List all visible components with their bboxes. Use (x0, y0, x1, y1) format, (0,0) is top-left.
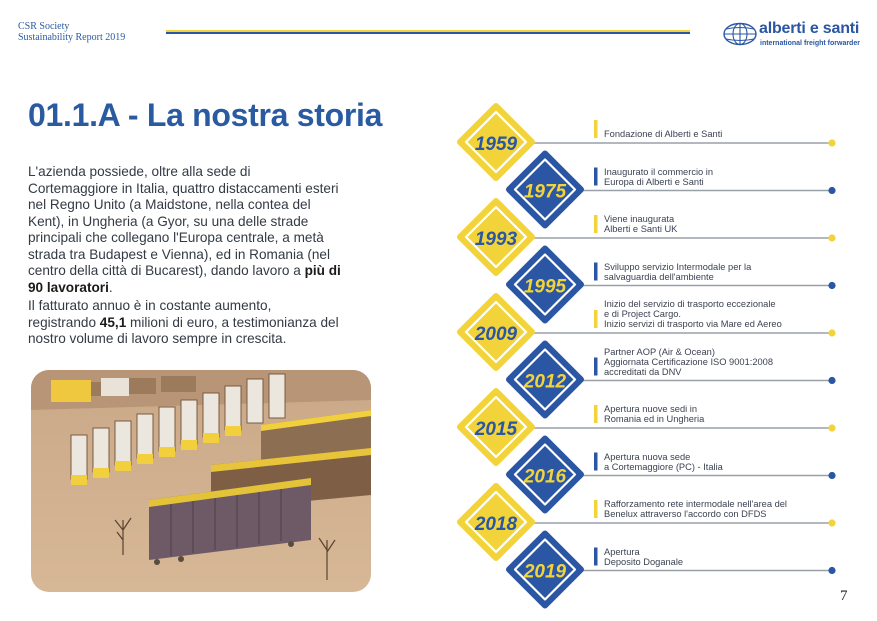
revenue-highlight: 45,1 (99, 314, 127, 330)
event-marker (594, 120, 598, 138)
event-description (604, 214, 677, 234)
event-description (604, 129, 722, 139)
year-label: 1959 (474, 134, 518, 155)
year-label: 1995 (523, 276, 567, 298)
event-line: e di Project Cargo. (604, 309, 681, 319)
intro-text: L'azienda possiede, oltre alla sede di Cortemaggiore in Italia, quattro distaccamenti esteri nel Regno Unito (a Maidstone, nella contea del Kent), in Ungheria (a Gyor, su una delle strade principali che collegano l'Europa centrale, a metà strada tra Budapest e Vienna), ed in Romania (nel centro della città di Bucarest), dando lavoro a (28, 164, 339, 278)
event-description (604, 452, 723, 472)
event-line: Inizio servizi di trasporto via Mare ed Aereo (604, 319, 782, 329)
event-line: Inizio del servizio di trasporto eccezionale (604, 299, 776, 309)
event-line: Alberti e Santi UK (604, 224, 678, 234)
event-line: a Cortemaggiore (PC) - Italia (604, 461, 723, 472)
event-line: Europa di Alberti e Santi (604, 176, 704, 187)
event-line: Sviluppo servizio Intermodale per la (604, 261, 752, 272)
event-description (604, 547, 683, 567)
year-label: 2016 (523, 466, 567, 488)
event-marker (594, 453, 598, 471)
event-marker (594, 500, 598, 518)
event-marker (594, 548, 598, 566)
page-title: 01.1.A - La nostra storia (28, 97, 383, 133)
event-description (604, 347, 773, 377)
logo-name: alberti e santi (759, 20, 860, 37)
event-line: Benelux attraverso l'accordo con DFDS (604, 509, 767, 519)
event-marker (594, 310, 598, 328)
revenue-text-after: milioni di euro, a testimonianza del nostro volume di lavoro sempre in crescita. (28, 314, 339, 346)
timeline-end-dot (828, 424, 835, 431)
year-label: 1975 (523, 181, 567, 203)
event-line: Aggiornata Certificazione ISO 9001:2008 (604, 356, 774, 367)
event-description (604, 262, 751, 282)
timeline-end-dot (828, 187, 835, 194)
event-line: Romania ed in Ungheria (604, 414, 705, 424)
event-marker (594, 215, 598, 233)
event-description (604, 167, 713, 187)
timeline-end-dot (828, 472, 835, 479)
timeline-end-dot (828, 329, 835, 336)
event-line: Apertura nuova sede (604, 451, 691, 462)
page-number: 7 (840, 588, 848, 604)
event-line: Rafforzamento rete intermodale nell'area del (604, 499, 787, 509)
org-name: CSR Society (18, 21, 70, 32)
event-description (604, 404, 704, 424)
event-description (604, 499, 787, 519)
event-marker (594, 405, 598, 423)
logo-tagline: international freight forwarder (760, 40, 860, 47)
intro-end: . (108, 279, 113, 295)
event-marker (594, 263, 598, 281)
event-line: Partner AOP (Air & Ocean) (604, 346, 715, 357)
event-line: Apertura (604, 546, 640, 557)
timeline-end-dot (828, 377, 835, 384)
event-line: Viene inaugurata (604, 214, 675, 224)
year-label: 2012 (523, 371, 567, 393)
event-marker (594, 168, 598, 186)
event-line: Apertura nuove sedi in (604, 404, 698, 414)
timeline-item-2019 (509, 534, 836, 606)
timeline-end-dot (828, 519, 835, 526)
event-description (604, 299, 782, 329)
year-label: 2018 (474, 514, 518, 535)
event-line: accreditati da DNV (604, 366, 682, 377)
report-name: Sustainability Report 2019 (18, 32, 126, 43)
timeline-end-dot (828, 234, 835, 241)
event-line: salvaguardia dell'ambiente (604, 271, 714, 282)
event-marker (594, 358, 598, 376)
timeline-end-dot (828, 282, 835, 289)
event-line: Deposito Doganale (604, 556, 684, 567)
timeline-end-dot (828, 567, 835, 574)
timeline-end-dot (828, 139, 835, 146)
workers-highlight: più di 90 lavoratori (28, 263, 341, 295)
year-label: 2019 (523, 561, 567, 583)
revenue-text-before: Il fatturato annuo è in costante aumento, registrando (28, 298, 272, 330)
event-line: Fondazione di Alberti e Santi (604, 129, 723, 139)
year-label: 1993 (474, 229, 518, 250)
year-label: 2015 (474, 419, 518, 440)
year-label: 2009 (474, 324, 518, 345)
event-line: Inaugurato il commercio in (604, 166, 714, 177)
